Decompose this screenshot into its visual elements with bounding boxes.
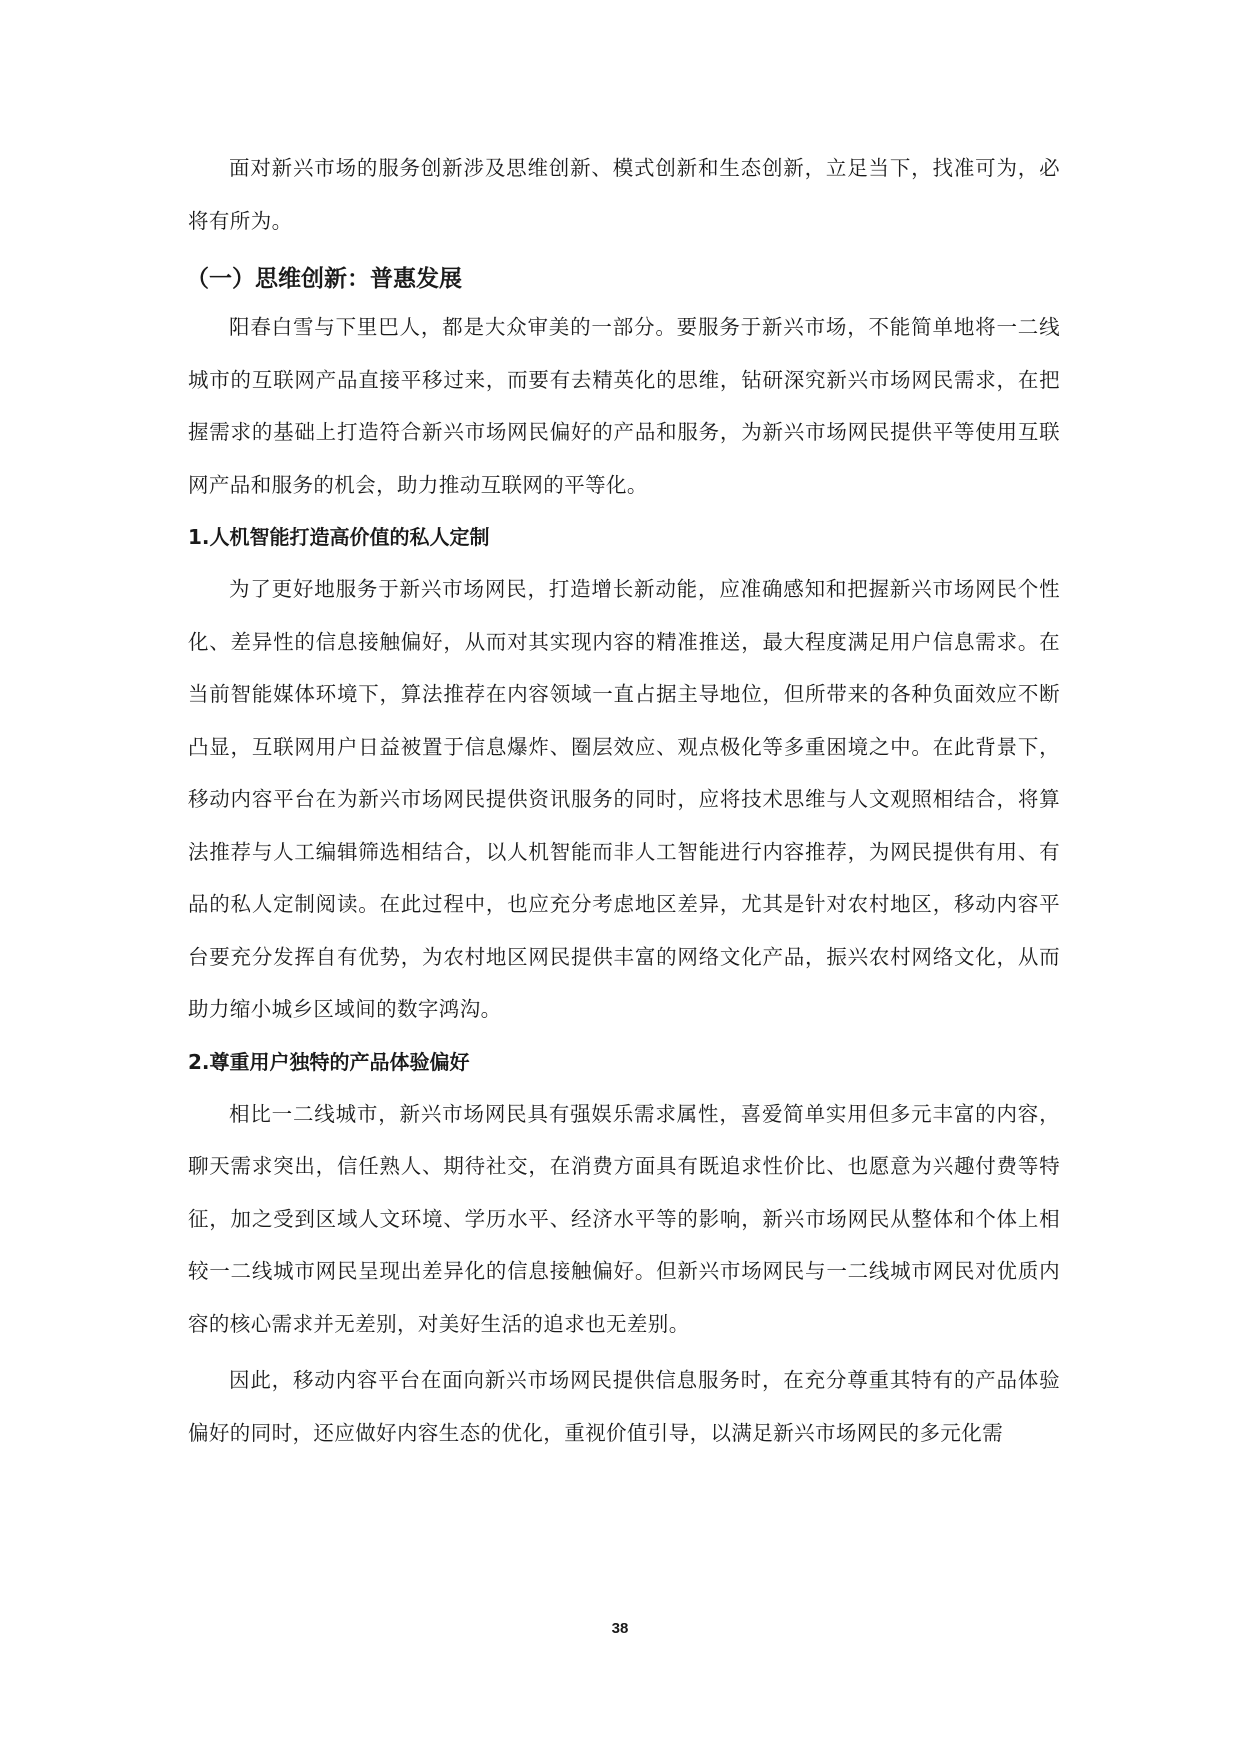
section-heading-thinking-innovation: （一）思维创新：普惠发展	[186, 266, 462, 292]
document-page	[188, 142, 1060, 1459]
subsection-heading-user-preference: 2.尊重用户独特的产品体验偏好	[188, 1049, 470, 1074]
page-number: 38	[611, 1620, 629, 1637]
section-paragraph: 阳春白雪与下里巴人，都是大众审美的一部分。要服务于新兴市场，不能简单地将一二线城市的互联网产品直接平移过来，而要有去精英化的思维，钻研深究新兴市场网民需求，在把握需求的基础上打造符合新兴市场网民偏好的产品和服务，为新兴市场网民提供平等使用互联网产品和服务的机会，助力推动互联网的平等化。	[188, 315, 1060, 497]
intro-paragraph: 面对新兴市场的服务创新涉及思维创新、模式创新和生态创新，立足当下，找准可为，必将有所为。	[188, 156, 1060, 233]
subsection-heading-private-customization: 1.人机智能打造高价值的私人定制	[188, 525, 490, 549]
subsection-paragraph: 为了更好地服务于新兴市场网民，打造增长新动能，应准确感知和把握新兴市场网民个性化、差异性的信息接触偏好，从而对其实现内容的精准推送，最大程度满足用户信息需求。在当前智能媒体环境下，算法推荐在内容领域一直占据主导地位，但所带来的各种负面效应不断凸显，互联网用户日益被置于信息爆炸、圈层效应、观点极化等多重困境之中。在此背景下，移动内容平台在为新兴市场网民提供资讯服务的同时，应将技术思维与人文观照相结合，将算法推荐与人工编辑筛选相结合，以人机智能而非人工智能进行内容推荐，为网民提供有用、有品的私人定制阅读。在此过程中，也应充分考虑地区差异，尤其是针对农村地区，移动内容平台要充分发挥自有优势，为农村地区网民提供丰富的网络文化产品，振兴农村网络文化，从而助力缩小城乡区域间的数字鸿沟。	[188, 577, 1060, 1021]
subsection-paragraph: 相比一二线城市，新兴市场网民具有强娱乐需求属性，喜爱简单实用但多元丰富的内容，聊天需求突出，信任熟人、期待社交，在消费方面具有既追求性价比、也愿意为兴趣付费等特征，加之受到区域人文环境、学历水平、经济水平等的影响，新兴市场网民从整体和个体上相较一二线城市网民呈现出差异化的信息接触偏好。但新兴市场网民与一二线城市网民对优质内容的核心需求并无差别，对美好生活的追求也无差别。	[188, 1101, 1060, 1336]
subsection-paragraph: 因此，移动内容平台在面向新兴市场网民提供信息服务时，在充分尊重其特有的产品体验偏好的同时，还应做好内容生态的优化，重视价值引导，以满足新兴市场网民的多元化需	[188, 1368, 1060, 1445]
